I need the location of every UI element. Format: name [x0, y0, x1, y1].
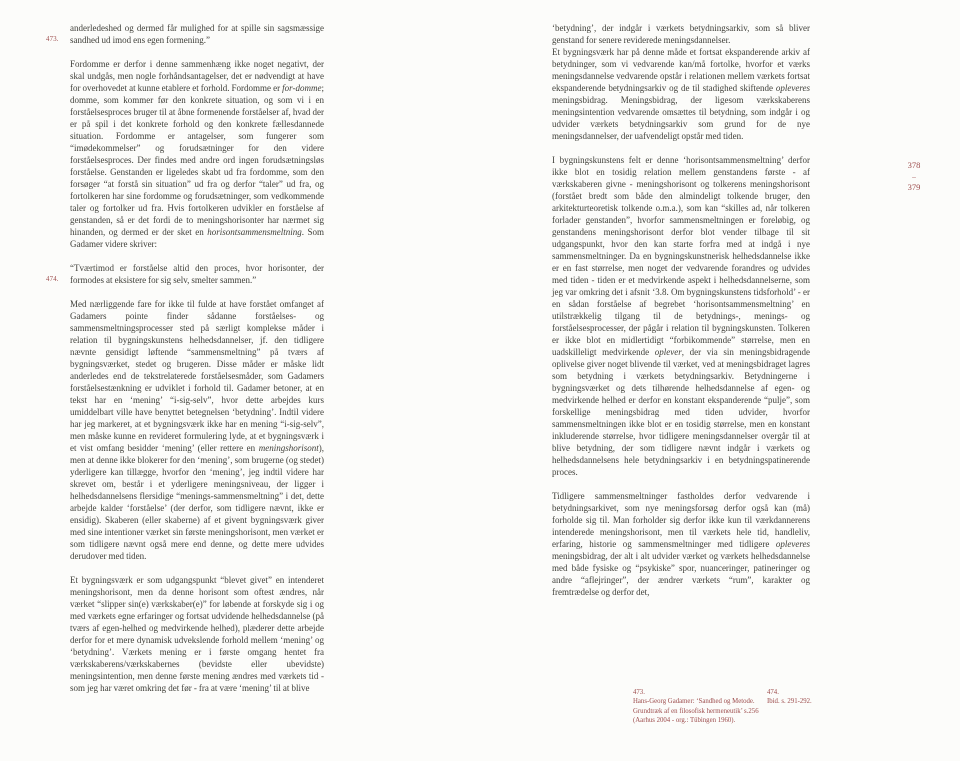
paragraph — [552, 46, 810, 142]
italic-term: for-domme — [282, 83, 322, 93]
body-text: Med nærliggende fare for ikke til fulde at have forstået omfanget af Gadamers pointe finder sådanne forståelses- og sammensmeltningsprocesser sted på særligt komplekse måder i relation til bygningskunstens helhedsdannelser, jf. den tidligere nævnte gensidigt løftende “sammensmeltning” på tværs af bygningsværket, stedet og brugeren. Disse måder er måske lidt anderledes end de tekstrelaterede forståelsesmåder, som Gadamers forståelsestænkning er udviklet i forhold til. Gadamer betoner, at en tekst har en ‘mening’ “i-sig-selv”, hvor dette arbejdes kurs umiddelbart ville have benyttet betegnelsen ‘betydning’. Indtil videre har jeg markeret, at et bygningsværk ikke har en mening “i-sig-selv”, men måske kunne en revideret formulering lyde, at et bygningsværk i et vist omfang besidder ‘mening’ (eller rettere en — [70, 299, 324, 453]
page-number-block — [901, 160, 927, 193]
italic-term: opleveres — [775, 83, 810, 93]
footnote-number: 473. — [633, 689, 645, 696]
body-text: meningsbidrag, der alt i alt udvider værket og værkets helhedsdannelse med både fysiske og “psykiske” spor, nuanceringer, patineringer og andre “aflejringer”, der ændrer værkets “rum”, karakter og fremtrædelse og derfor det, — [552, 551, 810, 597]
paragraph — [70, 298, 324, 562]
body-text: , der via sin meningsbidragende oplivelse giver noget blivende til værket, ved at meningsbidraget lagres som betydning i værkets betydningsarkiv. Betydningerne i bygningsværket og dets tilhørende helhedsdannelse af egen- og medvirkende helhed er derfor en konstant ekspanderende “pulje”, som forskellige meningsbidrag med tiden udvider, hvorfor sammensmeltningen ikke blot er en tosidig størrelse, men en konstant inkluderende størrelse, hvor tidligere meningsdannelser overgår til at blive betydning, der som tidligere nævnt indgår i værkets og helhedsdannelsens hele betydningsarkiv i en betydningspatinerende proces. — [552, 347, 811, 477]
body-text: Fordomme er derfor i denne sammenhæng ikke noget negativt, der skal undgås, men nogle forhåndsantagelser, det er nødvendigt at have for overhovedet at kunne etablere et forhold. Fordomme er — [70, 59, 324, 93]
paragraph — [46, 22, 324, 46]
body-text: Et bygningsværk er som udgangspunkt “blevet givet” en intenderet meningshorisont, men da denne horisont som oftest ændres, når værket “slipper sin(e) værkskaber(e)” for løbende at forskyde sig i og med værkets egne erfaringer og fortsat udvidende helhedsdannelse (på tværs af egen-helhed og medvirkende helhed), plæderer dette arbejde derfor for et mere dynamisk udvekslende forhold mellem ‘mening’ og ‘betydning’. Værkets mening er i første omgang hentet fra værkskaberens/værkskabernes (bevidste eller ubevidste) meningsintention, men denne første mening ændres med værkets tid - som jeg har været omkring det før - fra at være ‘mening’ til at blive — [70, 575, 324, 693]
footnote-number: 474. — [767, 689, 779, 696]
footnote-marker: 474. — [46, 276, 59, 283]
body-text: anderledeshed og dermed får mulighed for at spille sin sagsmæssige sandhed ud imod ens egen formening.” — [70, 23, 324, 45]
italic-term: opleveres — [775, 539, 810, 549]
page-number-separator: – — [912, 172, 916, 181]
body-text: ; domme, som kommer før den konkrete situation, og som vi i en forståelsesproces bruger til at åbne formenende forståelser af, hvad der er på spil i det konkrete forhold og den konkrete fællesdannede situation. Fordomme er antagelser, som fungerer som “imødekommelser” og forudsætninger for den videre forståelsesproces. Der findes med andre ord ingen forudsætningsløs forståelse. Genstanden er ligeledes skabt ud fra fordomme, som den forsøger “at forstå sin situation” ud fra og derfor “taler” ud fra, og fortolkeren har sine fordomme og forudsætninger, som vedkommende taler og fortolker ud fra. Hvis fortolkeren udvikler en forståelse af genstanden, så er det fordi de to meningshorisonter har nærmet sig hinanden, og dermed er der sket en — [70, 83, 324, 237]
right-page-text-column — [552, 22, 810, 610]
body-text: . Som Gadamer videre skriver: — [70, 227, 324, 249]
footnote-text: Hans-Georg Gadamer: ‘Sandhed og Metode. Grundtræk af en filosofisk hermeneutik’ s.256 (Aarhus 2004 - org.: Tübingen 1960). — [633, 698, 759, 725]
italic-term: horisontsammensmeltning — [207, 227, 302, 237]
body-text: meningsbidrag. Meningsbidrag, der ligesom værkskaberens meningsintention vedvarende omsættes til betydning, som indgår i og udvider værkets betydningsarkiv som grund for de nye meningsdannelser, der uafvendeligt opstår med tiden. — [552, 95, 810, 141]
paragraph — [46, 262, 324, 286]
body-text: ‘betydning’, der indgår i værkets betydningsarkiv, som så bliver genstand for senere reviderede meningsdannelser. — [552, 23, 810, 45]
body-text: “Tværtimod er forståelse altid den proces, hvor horisonter, der formodes at eksistere for sig selv, smelter sammen.” — [70, 263, 324, 285]
body-text: ), men at denne ikke blokerer for den ‘mening’, som brugerne (og stedet) yderligere kan tillægge, hvorfor den ‘mening’, jeg indtil videre har skrevet om, består i et yderligere meningsniveau, der ligger i helhedsdannelsens flersidige “menings-sammensmeltning” i det, dette arbejde kalder ‘forståelse’ (der derfor, som tidligere nævnt, ikke er ensidig). Skaberen (eller skaberne) af et givent bygningsværk giver med sine intentioner værket sin første meningshorisont, men værket er som tidligere nævnt også mere end denne, og dette mere udvides derudover med tiden. — [70, 443, 324, 561]
footnote-474 — [767, 688, 877, 707]
footnote-marker: 473. — [46, 36, 59, 43]
paragraph — [552, 154, 810, 478]
italic-term: oplever — [654, 347, 682, 357]
paragraph — [552, 490, 810, 598]
body-text: I bygningskunstens felt er denne ‘horisontsammensmeltning’ derfor ikke blot en tosidig relation mellem genstandens første - af værkskaberen givne - meningshorisont og tolkerens meningshorisont (forstået bredt som både den almindeligt tolkende bruger, den arkitekturteoretisk tolkende o.m.a.), som kan “skilles ad, når tolkeren forlader genstanden”, hvorfor sammensmeltningen er foreløbig, og genstandens meningshorisont derfor blot vender tilbage til sit udgangspunkt, hvor den kan starte forfra med at indgå i nye sammensmeltninger. Da en bygningskunstnerisk helhedsdannelse ikke er en fast størrelse, men noget der vedvarende forandres og udvides med tiden - tiden er et medvirkende aspekt i helhedsdannelserne, som jeg var omkring det i afsnit ‘3.8. Om bygningskunstens tidsforhold’ - er en sådan forståelse af begrebet ‘horisontsammensmeltning’ en utilstrækkelig tilgang til de betydnings-, menings- og forståelsesprocesser, der pågår i relation til bygningskunsten. Tolkeren er ikke blot en midlertidigt “forbikommende” størrelse, men en uadskilleligt medvirkende — [552, 155, 810, 357]
italic-term: meningshorisont — [258, 443, 319, 453]
paragraph — [70, 58, 324, 250]
page-number-left: 378 — [907, 160, 921, 170]
page-number-right: 379 — [907, 182, 921, 192]
body-text: Tidligere sammensmeltninger fastholdes derfor vedvarende i betydningsarkivet, som nye meningsforsøg derfor også kan (må) forholde sig til. Man forholder sig derfor ikke kun til værkdannerens intenderede meningshorisont, men til værkets hele tid, handleliv, erfaring, historie og sammensmeltninger med tidligere — [552, 491, 810, 549]
footnote-473 — [633, 688, 759, 726]
body-text: Et bygningsværk har på denne måde et fortsat ekspanderende arkiv af betydninger, som vi vedvarende kan/må fortolke, hvorfor et værks meningsdannelse vedvarende opstår i relationen mellem værkets fortsat ekspanderende betydningsarkiv og de til stadighed skiftende — [552, 47, 810, 93]
paragraph — [552, 22, 810, 46]
paragraph — [70, 574, 324, 694]
left-page-text-column — [46, 22, 324, 706]
footnote-text: Ibid. s. 291-292. — [767, 698, 812, 706]
